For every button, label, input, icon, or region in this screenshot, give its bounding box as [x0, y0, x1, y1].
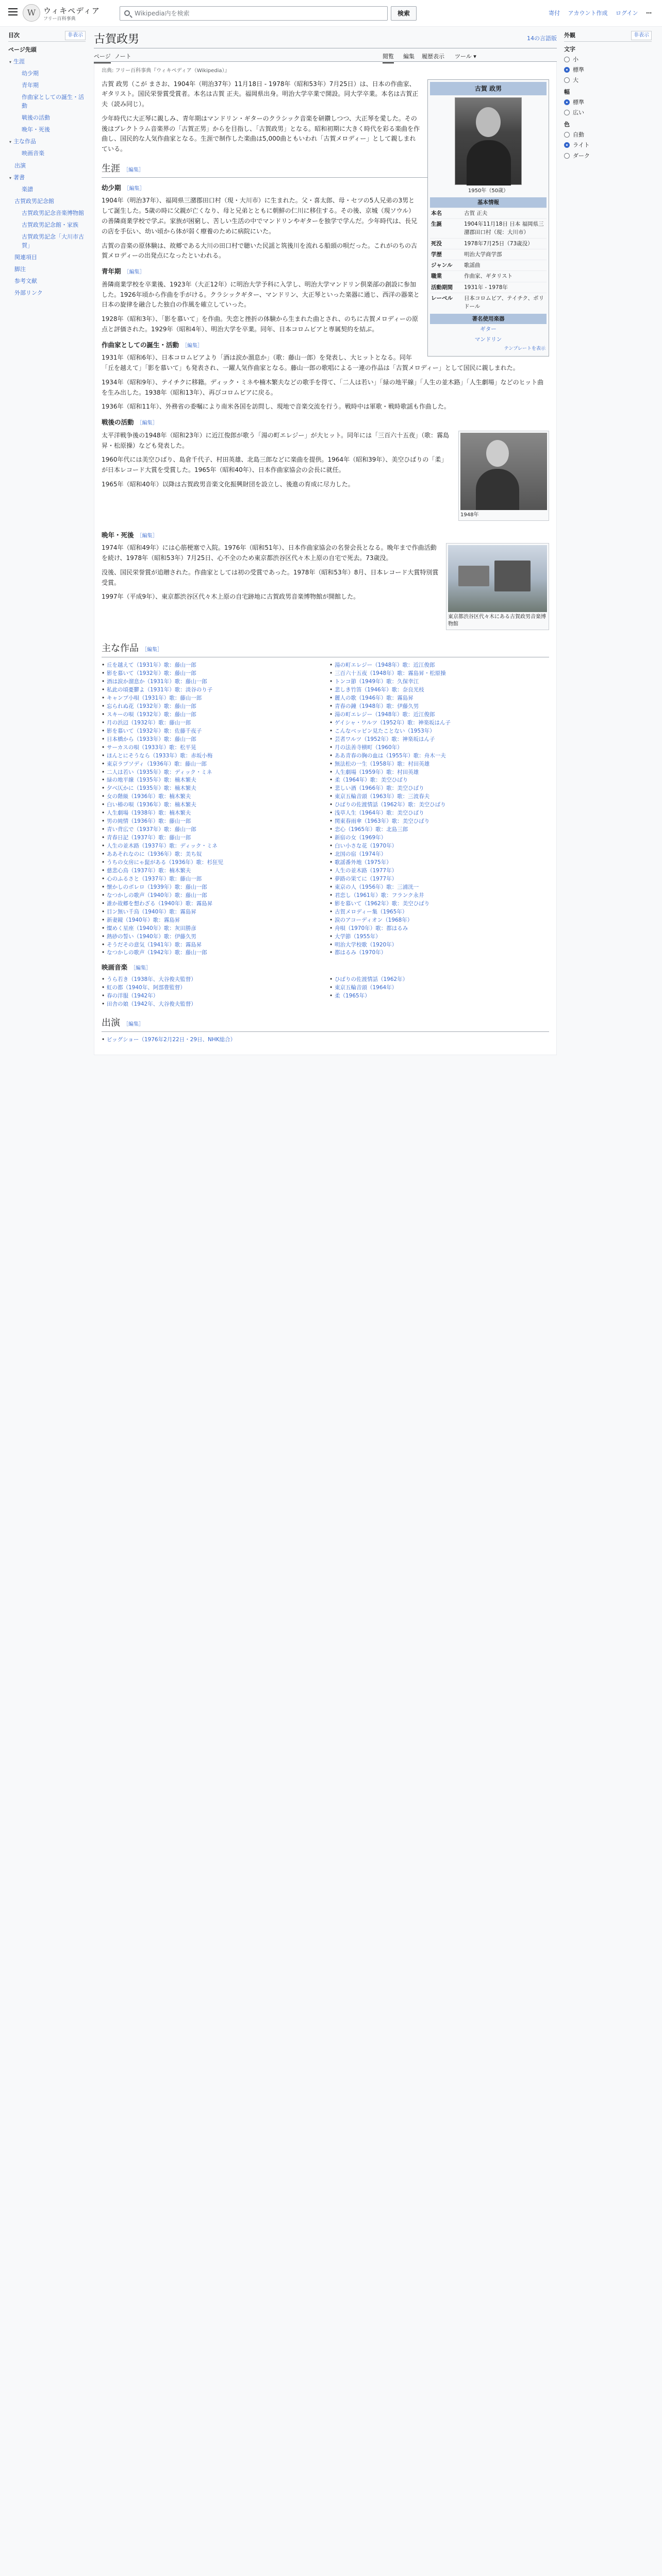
- toc-item-label: 古賀政男記念音楽博物館: [22, 209, 84, 216]
- list-item[interactable]: • 三百六十五夜（1948年）歌：霧島昇・松原操: [329, 670, 549, 678]
- toc-item-label: 参考文献: [14, 277, 37, 284]
- list-item[interactable]: • 悲しい酒（1966年）歌：美空ひばり: [329, 785, 549, 793]
- paragraph: 1965年（昭和40年）以降は古賀政男音楽文化振興財団を設立し、後進の育成に尽力した。: [102, 480, 354, 488]
- menu-icon[interactable]: [8, 8, 18, 15]
- paragraph: 1960年代には美空ひばり、島倉千代子、村田英雄、北島三郎などに楽曲を提供。1964年（昭和39年）、美空ひばりの「柔」が日本レコード大賞を受賞した。1965年（昭和40年）、日本作曲家協会の会長に就任。: [102, 456, 448, 474]
- photo-1948[interactable]: [460, 433, 547, 510]
- infobox-row: [430, 270, 547, 281]
- list-item[interactable]: • ひばりの佐渡情話（1962年）: [329, 976, 549, 984]
- list-item[interactable]: • 涙のアコーディオン（1968年）: [329, 917, 549, 925]
- works-list: [102, 662, 549, 957]
- list-item[interactable]: • ひばりの佐渡情話（1962年）歌：美空ひばり: [329, 801, 549, 809]
- list-item[interactable]: • 新宿の女（1969年）: [329, 834, 549, 842]
- list-item[interactable]: • 柔（1964年）歌：美空ひばり: [329, 776, 549, 785]
- list-item[interactable]: • サーカスの唄（1933年）歌：松平晃: [102, 744, 321, 752]
- tab-edit[interactable]: 編集: [403, 53, 415, 60]
- list-item[interactable]: • 月の浜辺（1932年）歌：藤山一郎: [102, 719, 321, 727]
- radio-label: 標準: [573, 99, 584, 106]
- toc-item-label: 脚注: [14, 265, 26, 273]
- infobox-section-basic: 基本情報: [430, 197, 547, 208]
- list-item[interactable]: • 春の洋服（1942年）: [102, 992, 321, 1001]
- toc-item-label: 出演: [14, 162, 26, 169]
- appear-list: [102, 1036, 549, 1044]
- toc-item[interactable]: [8, 91, 86, 112]
- heading-text: 戦後の活動: [102, 418, 134, 427]
- film-column-2: [329, 976, 549, 1009]
- list-item[interactable]: • 舟唄（1970年）歌：都はるみ: [329, 925, 549, 933]
- search-placeholder: Wikipedia内を検索: [135, 10, 190, 17]
- color-options: [564, 130, 652, 160]
- list-item[interactable]: • 私此の頃憂鬱よ（1931年）歌：淡谷のり子: [102, 686, 321, 694]
- page-title: [94, 31, 557, 48]
- wordmark[interactable]: [43, 5, 100, 23]
- works-column-2: [329, 662, 549, 957]
- list-item[interactable]: • 虹の都（1940年、阿部豊監督）: [102, 984, 321, 992]
- list-item[interactable]: • 熱砂の誓い（1940年）歌：伊藤久男: [102, 933, 321, 941]
- list-item[interactable]: • 東京ラプソディ（1936年）歌：藤山一郎: [102, 760, 321, 769]
- chevron-down-icon[interactable]: ▾: [9, 175, 12, 180]
- list-item[interactable]: • 青春日記（1937年）歌：藤山一郎: [102, 834, 321, 842]
- paragraph: 善隣商業学校を卒業後、1923年（大正12年）に明治大学予科に入学し、明治大学マンドリン倶楽部の創設に参加した。1926年頃から作曲を手がける。クラシックギター、マンドリン、大正琴といった楽器に通じ、西洋の器楽と日本の旋律を融合した独自の作風を確立していった。: [102, 280, 420, 309]
- heading-text: 幼少期: [102, 183, 121, 192]
- heading-text: 映画音楽: [102, 963, 128, 972]
- chevron-down-icon[interactable]: ▾: [9, 140, 12, 145]
- section-heading-works: [102, 641, 549, 657]
- list-item[interactable]: • 丘を越えて（1931年）歌：藤山一郎: [102, 662, 321, 670]
- heading-text: 生涯: [102, 163, 120, 175]
- template-link[interactable]: テンプレートを表示: [504, 346, 545, 352]
- tab-read[interactable]: 閲覧: [383, 52, 394, 63]
- list-item[interactable]: • うら若き（1938年、大谷俊夫監督）: [102, 976, 321, 984]
- infobox-value: 日本コロムビア、テイチク、ポリドール: [464, 295, 544, 310]
- portrait-photo[interactable]: [455, 97, 522, 185]
- toc-item-label: 楽譜: [22, 185, 33, 193]
- heading-text: 出演: [102, 1017, 120, 1028]
- list-item[interactable]: • 湯の町エレジー（1948年）歌：近江俊郎: [329, 711, 549, 719]
- list-item[interactable]: • なつかしの歌声（1942年）歌：藤山一郎: [102, 949, 321, 957]
- chevron-down-icon[interactable]: ▾: [9, 60, 12, 65]
- list-item[interactable]: • 慈悲心鳥（1937年）歌：楠木繁夫: [102, 867, 321, 875]
- edit-link[interactable]: ［編集］: [123, 1021, 144, 1027]
- works-column-1: [102, 662, 321, 957]
- list-item[interactable]: • 目ン無い千鳥（1940年）歌：霧島昇: [102, 908, 321, 917]
- list-item[interactable]: • 君恋し（1961年）歌：フランク永井: [329, 892, 549, 900]
- list-item[interactable]: • 影を慕いて（1932年）歌：佐藤千夜子: [102, 727, 321, 736]
- paragraph: 1936年（昭和11年）、外務省の委嘱により南米各国を訪問し、現地で音楽交流を行う。戦時中は軍歌・戦時歌謡も作曲した。: [102, 403, 450, 411]
- section-heading-film: [102, 962, 549, 973]
- infobox: [427, 79, 549, 357]
- list-item[interactable]: • 浅草人生（1964年）歌：美空ひばり: [329, 809, 549, 818]
- list-item[interactable]: • 燦めく星座（1940年）歌：灰田勝彦: [102, 925, 321, 933]
- list-item[interactable]: • 酒は涙か溜息か（1931年）歌：藤山一郎: [102, 678, 321, 686]
- list-item[interactable]: • 人生の並木路（1937年）歌：ディック・ミネ: [102, 842, 321, 851]
- text-size-label: 文字: [564, 46, 575, 53]
- paragraph: 1928年（昭和3年）、「影を慕いて」を作曲。失恋と挫折の体験から生まれた曲とされ、のちに古賀メロディーの原点と評価された。1929年（昭和4年）、明治大学を卒業。同年、日本コロムビアと専属契約を結ぶ。: [102, 315, 418, 333]
- tab-history[interactable]: 履歴表示: [422, 53, 444, 60]
- search-button[interactable]: 検索: [391, 6, 417, 21]
- article-body: [94, 62, 557, 1055]
- radio-button[interactable]: [564, 99, 570, 105]
- paragraph: 太平洋戦争後の1948年（昭和23年）に近江俊郎が歌う「湯の町エレジー」が大ヒット。同年には「三百六十五夜」（歌：霧島昇・松原操）なども発表した。: [102, 431, 450, 449]
- radio-option[interactable]: [564, 76, 652, 84]
- list-item[interactable]: • 懐かしのボレロ（1939年）歌：藤山一郎: [102, 884, 321, 892]
- radio-option[interactable]: [564, 108, 652, 117]
- paragraph: 1904年（明治37年）、福岡県三潴郡田口村（現・大川市）に生まれた。父・喜太郎、母・セツの5人兄弟の3男として誕生した。5歳の時に父親が亡くなり、母と兄弟とともに朝鮮の仁川に移住する。その後、京城（現ソウル）の善隣商業学校で学ぶ。家族が困窮し、苦しい生活の中でマンドリンやギターを独学で学んだ。少年時代は、長兄の店を手伝い、幼い頃から体が弱く療養のために病院にいた。: [102, 197, 418, 235]
- radio-button[interactable]: [564, 153, 570, 159]
- list-item[interactable]: • トンコ節（1949年）歌：久保幸江: [329, 678, 549, 686]
- list-item[interactable]: • ゲイシャ・ワルツ（1952年）歌：神楽坂はん子: [329, 719, 549, 727]
- list-item[interactable]: • 田舎の娘（1942年、大谷俊夫監督）: [102, 1001, 321, 1009]
- search-input[interactable]: [120, 6, 388, 21]
- infobox-value: 1904年11月18日 日本 福岡県三潴郡田口村（現：大川市）: [464, 221, 544, 236]
- heading-text: 主な作品: [102, 643, 139, 654]
- paragraph: 没後、国民栄誉賞が追贈された。作曲家としては初の受賞であった。1978年（昭和53年）8月、日本レコード大賞特別賞受賞。: [102, 568, 439, 586]
- toc-item-label: 古賀政男記念館: [14, 197, 54, 205]
- list-item[interactable]: • 青い背広で（1937年）歌：藤山一郎: [102, 826, 321, 834]
- radio-label: 自動: [573, 131, 584, 139]
- radio-option[interactable]: [564, 141, 652, 149]
- list-item[interactable]: • 男の純情（1936年）歌：藤山一郎: [102, 818, 321, 826]
- infobox-value: 1931年 - 1978年: [464, 284, 508, 291]
- infobox-section-instruments: 著名使用楽器: [430, 314, 547, 324]
- infobox-value: 古賀 正夫: [464, 210, 488, 216]
- radio-option[interactable]: [564, 98, 652, 107]
- list-item[interactable]: • 人生劇場（1959年）歌：村田英雄: [329, 769, 549, 777]
- edit-link[interactable]: ［編集］: [124, 185, 145, 192]
- infobox-row: [430, 249, 547, 260]
- toc-item[interactable]: [8, 275, 86, 287]
- infobox-key: 職業: [431, 273, 442, 280]
- appearance-title: 外観: [564, 32, 575, 39]
- tab-page[interactable]: ページ: [94, 52, 111, 63]
- create-account-link[interactable]: アカウント作成: [568, 10, 608, 16]
- infobox-key: 学歴: [431, 251, 442, 258]
- infobox-row: [430, 208, 547, 218]
- infobox-name: 古賀 政男: [430, 82, 547, 96]
- paragraph: 古賀の音楽の原体験は、故郷である大川の田口村で聴いた民謡と筑後川を流れる船頭の唄だった。これがのちの古賀メロディーの出発点になったといわれる。: [102, 242, 418, 260]
- language-button[interactable]: 14の言語版: [527, 35, 557, 42]
- toc-item[interactable]: [8, 207, 86, 219]
- toc-item[interactable]: [8, 135, 86, 147]
- site-header: [0, 0, 662, 27]
- toc-list: [8, 44, 86, 299]
- toc-item[interactable]: [8, 231, 86, 251]
- radio-button[interactable]: [564, 77, 570, 83]
- figure-caption: 1948年: [460, 512, 479, 518]
- list-item[interactable]: • 夢路の果てに（1977年）: [329, 875, 549, 884]
- figure-caption: 東京都渋谷区代々木にある古賀政男音楽博物館: [448, 614, 546, 628]
- list-item[interactable]: • 無法松の一生（1958年）歌：村田英雄: [329, 760, 549, 769]
- toc-item-label: 関連項目: [14, 253, 37, 261]
- list-item[interactable]: • 二人は若い（1935年）歌：ディック・ミネ: [102, 769, 321, 777]
- edit-link[interactable]: ［編集］: [130, 965, 152, 972]
- width-options: [564, 98, 652, 117]
- list-item[interactable]: • 影を慕いて（1962年）歌：美空ひばり: [329, 900, 549, 908]
- edit-link[interactable]: ［編集］: [142, 647, 162, 653]
- figure-1948: [458, 431, 549, 521]
- infobox-value: 歌謡曲: [464, 262, 481, 269]
- paragraph: 1974年（昭和49年）には心筋梗塞で入院。1976年（昭和51年）、日本作曲家協会の名誉会長となる。晩年まで作曲活動を続け、1978年（昭和53年）7月25日、心不全のため東京都渋谷区代々木上原の自宅で死去。73歳没。: [102, 544, 437, 562]
- infobox-value: 作曲家、ギタリスト: [464, 273, 513, 280]
- page-tabs: [94, 48, 557, 62]
- portrait-caption: 1950年（50歳）: [468, 188, 509, 194]
- instrument-guitar[interactable]: ギター: [480, 326, 496, 332]
- radio-button[interactable]: [564, 132, 570, 138]
- search-icon: [124, 10, 130, 16]
- radio-button[interactable]: [564, 142, 570, 148]
- section-heading-late: [102, 530, 549, 540]
- appearance-hide-button[interactable]: 非表示: [631, 31, 652, 40]
- toc-item[interactable]: [8, 147, 86, 159]
- toc-item-label: 古賀政男記念館・家族: [22, 221, 78, 228]
- paragraph: 1931年（昭和6年）、日本コロムビアより「酒は涙か溜息か」（歌：藤山一郎）を発表し、大ヒットとなる。同年「丘を越えて」「影を慕いて」も発表され、一躍人気作曲家となる。藤山一郎の歌唱による一連の作品は「古賀メロディー」として国民に親しまれた。: [102, 354, 519, 372]
- infobox-row: [430, 238, 547, 249]
- heading-text: 青年期: [102, 267, 121, 276]
- list-item[interactable]: • 月の法善寺横町（1960年）: [329, 744, 549, 752]
- infobox-key: 生誕: [431, 221, 442, 228]
- radio-label: 標準: [573, 66, 584, 74]
- edit-link[interactable]: ［編集］: [123, 167, 144, 174]
- list-item[interactable]: • ああ青春の胸の血は（1955年）歌：舟木一夫: [329, 752, 549, 760]
- main-content: [94, 31, 557, 1055]
- list-item[interactable]: • うちの女房にゃ髭がある（1936年）歌：杉狂児: [102, 859, 321, 867]
- list-item[interactable]: • 大学節（1955年）: [329, 933, 549, 941]
- list-item[interactable]: • 白い椿の唄（1936年）歌：楠木繁夫: [102, 801, 321, 809]
- toc-item-label: ページ先頭: [8, 46, 37, 54]
- toc-item[interactable]: [8, 160, 86, 172]
- toc-item[interactable]: [8, 195, 86, 207]
- tab-tools[interactable]: ツール ▾: [455, 53, 476, 60]
- radio-button[interactable]: [564, 67, 570, 73]
- toc-item[interactable]: [8, 56, 86, 67]
- list-item[interactable]: • 新妻鏡（1940年）歌：霧島昇: [102, 917, 321, 925]
- list-item[interactable]: • 東京五輪音頭（1964年）: [329, 984, 549, 992]
- instrument-mandolin[interactable]: マンドリン: [474, 336, 502, 343]
- intro-paragraph: 古賀 政男（こが まさお、1904年（明治37年）11月18日 - 1978年（昭和53年）7月25日）は、日本の作曲家、ギタリスト。国民栄誉賞受賞者。本名は古賀 正夫。福岡県出身。明治大学卒業で開設。同大学卒業。本名は古賀正夫（読み同じ）。: [102, 80, 419, 108]
- intro-paragraph: 少年時代に大正琴に親しみ、青年期はマンドリン・ギターのクラシック音楽を研鑽しつつ、大正琴を愛した。その後はプレクトラム音楽界の「古賀正男」からを目指し、「古賀政男」となる。昭和初期に大きく時代を彩る楽曲を作曲し、国民的な人気作曲家となる。生涯で制作した楽曲は5,000曲ともいわれ「古賀メロディー」として親しまれている。: [102, 114, 420, 153]
- list-item[interactable]: • 柔（1965年）: [329, 992, 549, 1001]
- list-item[interactable]: • ああそれなのに（1936年）歌：美ち奴: [102, 851, 321, 859]
- toc-item[interactable]: [8, 79, 86, 91]
- infobox-key: 活動期間: [431, 284, 453, 291]
- paragraph: 1997年（平成9年）、東京都渋谷区代々木上原の自宅跡地に古賀政男音楽博物館が開館した。: [102, 593, 360, 601]
- paragraph: 1934年（昭和9年）、テイチクに移籍。ディック・ミネや楠木繁夫などの歌手を得て、「二人は若い」「緑の地平線」「人生の並木路」「人生劇場」などのヒット曲を生み出した。1938年（昭和13年）、再びコロムビアに戻る。: [102, 378, 544, 396]
- login-link[interactable]: ログイン: [616, 10, 638, 16]
- toc-item-label: 古賀政男記念「大川市古賀」: [22, 233, 84, 249]
- list-item[interactable]: • スキーの唄（1932年）歌：藤山一郎: [102, 711, 321, 719]
- list-item[interactable]: • 恋心（1965年）歌：北島三郎: [329, 826, 549, 834]
- radio-option[interactable]: [564, 55, 652, 64]
- user-links: [542, 9, 652, 18]
- toc-item[interactable]: [8, 287, 86, 299]
- toc-item-label: 生涯: [13, 58, 25, 65]
- radio-option[interactable]: [564, 130, 652, 139]
- donate-link[interactable]: 寄付: [549, 10, 560, 16]
- list-item[interactable]: • 緑の地平線（1935年）歌：楠木繁夫: [102, 776, 321, 785]
- radio-button[interactable]: [564, 110, 570, 115]
- radio-label: ライト: [573, 142, 590, 149]
- infobox-key: ジャンル: [431, 262, 453, 269]
- list-item[interactable]: • 都はるみ（1970年）: [329, 949, 549, 957]
- list-item[interactable]: • 日本橋から（1933年）歌：藤山一郎: [102, 736, 321, 744]
- toc-item-label: 戦後の活動: [22, 114, 50, 122]
- section-heading-appear: [102, 1016, 549, 1032]
- list-item[interactable]: • 忘られぬ花（1932年）歌：藤山一郎: [102, 703, 321, 711]
- toc-item-label: 幼少期: [22, 70, 39, 77]
- list-item[interactable]: • 人生劇場（1938年）歌：楠木繁夫: [102, 809, 321, 818]
- list-item[interactable]: • ビッグショー（1976年2月22日・29日、NHK総合）: [102, 1036, 549, 1044]
- heading-text: 作曲家としての誕生・活動: [102, 341, 179, 349]
- radio-label: 大: [573, 77, 578, 84]
- museum-photo[interactable]: [448, 545, 547, 612]
- toc-item-label: 映画音楽: [22, 150, 44, 157]
- radio-button[interactable]: [564, 57, 570, 62]
- list-item[interactable]: • 誰か故郷を想わざる（1940年）歌：霧島昇: [102, 900, 321, 908]
- width-label: 幅: [564, 89, 570, 96]
- article-source: 出典: フリー百科事典『ウィキペディア（Wikipedia）』: [102, 68, 230, 74]
- film-column-1: [102, 976, 321, 1009]
- list-item[interactable]: • 歌謡番外地（1975年）: [329, 859, 549, 867]
- infobox-row: [430, 293, 547, 312]
- toc-item[interactable]: [8, 263, 86, 275]
- infobox-key: 本名: [431, 210, 442, 216]
- list-item[interactable]: • 人生の並木路（1977年）: [329, 867, 549, 875]
- appear-column: [102, 1036, 549, 1044]
- toc-header: [8, 31, 86, 42]
- radio-option[interactable]: [564, 65, 652, 74]
- edit-link[interactable]: ［編集］: [182, 343, 203, 349]
- infobox-row: [430, 218, 547, 238]
- toc-item[interactable]: [8, 44, 86, 56]
- infobox-value: 明治大学商学部: [464, 251, 502, 258]
- list-item[interactable]: • 白い小さな花（1970年）: [329, 842, 549, 851]
- toc-item-label: 外部リンク: [14, 290, 43, 297]
- list-item[interactable]: • 湯の町エレジー（1948年）歌：近江俊郎: [329, 662, 549, 670]
- text-size-options: [564, 55, 652, 84]
- list-item[interactable]: • そうだその意気（1941年）歌：霧島昇: [102, 941, 321, 950]
- list-item[interactable]: • こんなベッピン見たことない（1953年）: [329, 727, 549, 736]
- list-item[interactable]: • キャンプ小唄（1931年）歌：藤山一郎: [102, 694, 321, 703]
- toc-item[interactable]: [8, 219, 86, 231]
- list-item[interactable]: • ほんとにそうなら（1933年）歌：赤坂小梅: [102, 752, 321, 760]
- wordmark-title: ウィキペディア: [43, 6, 100, 15]
- list-item[interactable]: • 青春の鐘（1948年）歌：伊藤久男: [329, 703, 549, 711]
- figure-museum: [446, 543, 549, 630]
- edit-link[interactable]: ［編集］: [137, 533, 158, 539]
- list-item[interactable]: • 東京五輪音頭（1963年）歌：三波春夫: [329, 793, 549, 801]
- toc-item-label: 晩年・死後: [22, 126, 50, 133]
- list-item[interactable]: • 北国の宿（1974年）: [329, 851, 549, 859]
- toc-title: 目次: [8, 32, 20, 39]
- list-item[interactable]: • 心のふるさと（1937年）歌：藤山一郎: [102, 875, 321, 884]
- film-list: [102, 976, 549, 1009]
- toc-item-label: 青年期: [22, 82, 39, 89]
- toc-item[interactable]: [8, 124, 86, 135]
- section-heading-postwar: [102, 417, 549, 428]
- infobox-key: 死没: [431, 240, 442, 247]
- infobox-row: [430, 260, 547, 270]
- list-item[interactable]: • 悲しき竹笛（1946年）歌：奈良光枝: [329, 686, 549, 694]
- list-item[interactable]: • 影を慕いて（1932年）歌：藤山一郎: [102, 670, 321, 678]
- heading-text: 晩年・死後: [102, 531, 134, 539]
- table-of-contents: [8, 31, 86, 299]
- infobox-value: 1978年7月25日（73歳没）: [464, 240, 533, 247]
- radio-label: 広い: [573, 109, 584, 116]
- infobox-row: [430, 282, 547, 293]
- list-item[interactable]: • なつかしの歌声（1940年）歌：藤山一郎: [102, 892, 321, 900]
- list-item[interactable]: • 麗人の歌（1946年）歌：霧島昇: [329, 694, 549, 703]
- toc-item-label: 主な作品: [13, 138, 36, 145]
- toc-hide-button[interactable]: 非表示: [65, 31, 86, 40]
- tab-talk[interactable]: ノート: [114, 53, 131, 60]
- radio-option[interactable]: [564, 151, 652, 160]
- toc-item[interactable]: [8, 251, 86, 263]
- toc-item[interactable]: [8, 172, 86, 183]
- appearance-header: [564, 31, 652, 42]
- list-item[interactable]: • 明治大学校歌（1920年）: [329, 941, 549, 950]
- wordmark-tagline: フリー百科事典: [43, 16, 76, 22]
- list-item[interactable]: • 東京の人（1956年）歌：三浦洸一: [329, 884, 549, 892]
- list-item[interactable]: • 夕べ仄かに（1935年）歌：楠木繁夫: [102, 785, 321, 793]
- toc-item-label: 作曲家としての誕生・活動: [22, 94, 84, 110]
- color-label: 色: [564, 121, 570, 128]
- toc-item[interactable]: [8, 112, 86, 124]
- list-item[interactable]: • 関東春雨傘（1963年）歌：美空ひばり: [329, 818, 549, 826]
- list-item[interactable]: • 古賀メロディー集（1965年）: [329, 908, 549, 917]
- toc-item[interactable]: [8, 67, 86, 79]
- infobox-key: レーベル: [431, 295, 453, 301]
- list-item[interactable]: • 女の階級（1936年）歌：楠木繁夫: [102, 793, 321, 801]
- radio-label: 小: [573, 56, 578, 63]
- more-icon[interactable]: ⋯: [646, 10, 652, 16]
- appearance-panel: [564, 31, 652, 162]
- radio-label: ダーク: [573, 152, 590, 159]
- page-title-text: 古賀政男: [94, 33, 140, 46]
- infobox-rows: [430, 208, 547, 312]
- wikipedia-logo[interactable]: W: [23, 4, 40, 22]
- list-item[interactable]: • 芸者ワルツ（1952年）歌：神楽坂はん子: [329, 736, 549, 744]
- edit-link[interactable]: ［編集］: [124, 269, 145, 276]
- toc-item[interactable]: [8, 183, 86, 195]
- toc-item-label: 著書: [13, 174, 25, 181]
- edit-link[interactable]: ［編集］: [137, 420, 158, 427]
